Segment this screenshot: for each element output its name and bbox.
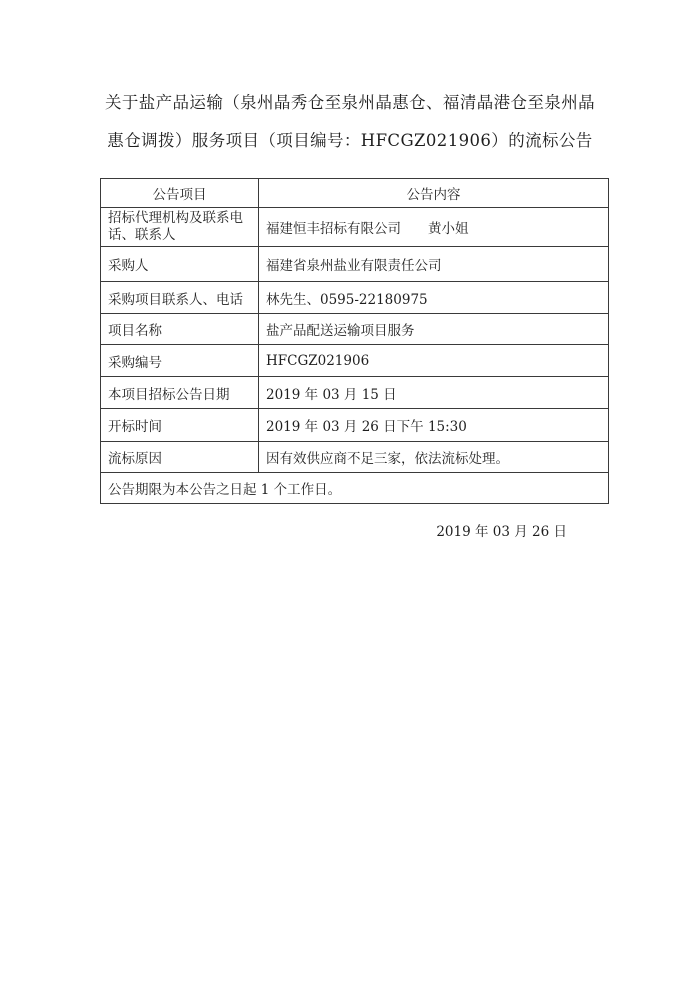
row-content: HFCGZ021906 [259, 345, 609, 377]
footer-note: 公告期限为本公告之日起 1 个工作日。 [101, 473, 609, 504]
row-content: 2019 年 03 月 26 日下午 15:30 [259, 409, 609, 442]
header-content: 公告内容 [259, 179, 609, 208]
row-content: 因有效供应商不足三家，依法流标处理。 [259, 442, 609, 473]
table-header-row [101, 179, 609, 208]
table-footer-row [101, 473, 609, 504]
row-content: 福建省泉州盐业有限责任公司 [259, 247, 609, 282]
row-item: 项目名称 [101, 314, 259, 345]
row-content: 林先生、0595-22180975 [259, 282, 609, 314]
announcement-date: 2019 年 03 月 26 日 [436, 524, 567, 540]
title-line-1: 关于盐产品运输（泉州晶秀仓至泉州晶惠仓、福清晶港仓至泉州晶 [104, 93, 596, 112]
document-title [0, 84, 700, 160]
table-row [101, 409, 609, 442]
table-row [101, 208, 609, 247]
row-content: 福建恒丰招标有限公司 黄小姐 [259, 208, 609, 247]
row-item: 流标原因 [101, 442, 259, 473]
table-row [101, 247, 609, 282]
row-item: 招标代理机构及联系电话、联系人 [101, 208, 259, 247]
table-row [101, 377, 609, 409]
table-row [101, 282, 609, 314]
header-item: 公告项目 [101, 179, 259, 208]
row-item: 采购编号 [101, 345, 259, 377]
row-item: 开标时间 [101, 409, 259, 442]
announcement-table [100, 178, 609, 504]
table-row [101, 442, 609, 473]
table-row [101, 345, 609, 377]
row-item: 采购人 [101, 247, 259, 282]
table-row [101, 314, 609, 345]
title-line-2: 惠仓调拨）服务项目（项目编号：HFCGZ021906）的流标公告 [107, 131, 593, 150]
row-item: 采购项目联系人、电话 [101, 282, 259, 314]
row-item: 本项目招标公告日期 [101, 377, 259, 409]
row-content: 盐产品配送运输项目服务 [259, 314, 609, 345]
row-content: 2019 年 03 月 15 日 [259, 377, 609, 409]
